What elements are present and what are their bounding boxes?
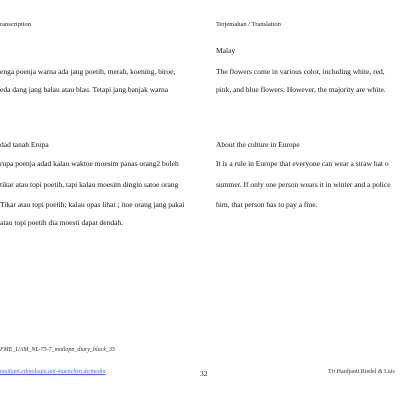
translation-line: The flowers come in various color, including white, red, <box>216 67 385 76</box>
transcription-header: ranscription <box>0 21 32 28</box>
translation-line: summer. If only one person wears it in winter and a police <box>216 180 391 189</box>
translation-line: It is a rule in Europe that everyone can wear a straw hat o <box>216 159 389 168</box>
author-credit: Tri Hardjanti Riedel & Luis <box>328 369 395 375</box>
transcription-line: tikar atau topi poetih, tapi kalau moesim dingin satoe orang <box>0 180 179 189</box>
translation-line: him, that person has to pay a fine. <box>216 200 318 209</box>
transcription-line: atau topi poetih dia moesti dapat dendah. <box>0 218 124 227</box>
transcription-line: Tikar atau topi poetih; kalau opas lihat ; itoe orang jang pakai <box>0 200 185 209</box>
transcription-line: enga poenja warna ada jang poetih, merah, koening, biroe, <box>0 67 176 76</box>
archive-id: FME_UAM_NL-75-7_mailopn_diary_black_35 <box>0 347 115 353</box>
archive-link[interactable]: mailopn.ethnologie.uni-muenchen.de/media <box>0 369 106 375</box>
transcription-line: rupa poenja adad kalau waktoe moesim panas orang2 boleh <box>0 159 179 168</box>
translation-section-heading: About the culture in Europe <box>216 140 300 149</box>
translation-line: pink, and blue flowers. However, the majority are white. <box>216 85 386 94</box>
page-number: 32 <box>200 369 208 378</box>
transcription-section-heading: dad tanah Erupa <box>0 140 49 149</box>
translation-language-label: Malay <box>216 46 236 55</box>
translation-header: Terjemahan / Translation <box>216 21 281 28</box>
transcription-line: eda dang jang balau atau blau. Tetapi jang banjak warna <box>0 85 169 94</box>
